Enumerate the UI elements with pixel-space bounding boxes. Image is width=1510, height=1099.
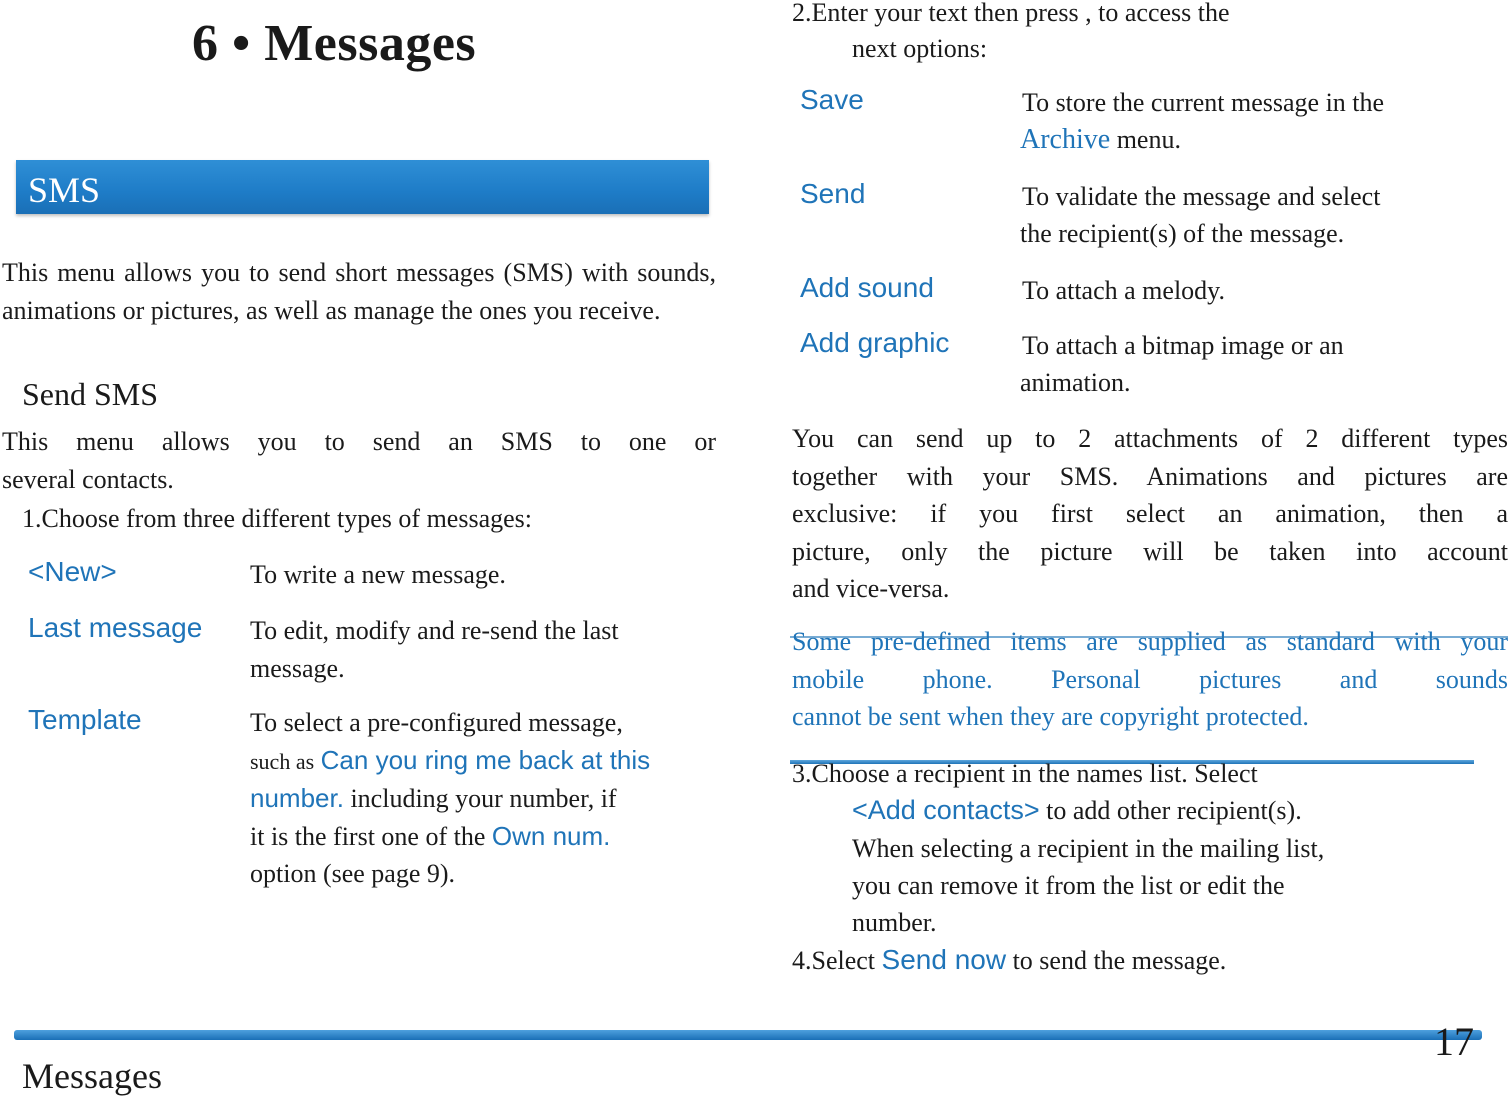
send-sms-desc-line2: several contacts. bbox=[2, 464, 174, 494]
step-1: 1.Choose from three different types of messages: bbox=[22, 504, 532, 533]
footer-rule bbox=[14, 1030, 1482, 1040]
chapter-title: 6 • Messages bbox=[192, 15, 477, 72]
option-save-label: Save bbox=[800, 84, 864, 115]
copyright-note: Some pre-defined items are supplied as standard with your mobile phone. Personal pictures and sounds cannot be sent when they are copyright protected. bbox=[792, 627, 1508, 731]
section-header-bar bbox=[16, 160, 709, 214]
send-sms-heading: Send SMS bbox=[22, 376, 159, 412]
template-desc-line5: option (see page 9). bbox=[250, 859, 456, 888]
step-3-line1: 3.Choose a recipient in the names list. Select bbox=[792, 759, 1258, 788]
template-desc-line4: it is the first one of the Own num. bbox=[250, 820, 611, 851]
footer-chapter-label: Messages bbox=[22, 1056, 162, 1096]
option-save-desc-line1: To store the current message in the bbox=[1022, 88, 1385, 117]
option-last-message-label: Last message bbox=[28, 612, 203, 643]
option-add-graphic-desc-line2: animation. bbox=[1020, 368, 1131, 397]
option-new-label: <New> bbox=[28, 556, 117, 587]
option-last-message-desc bbox=[250, 612, 619, 687]
option-send-desc-line2: the recipient(s) of the message. bbox=[1020, 219, 1345, 248]
option-add-graphic-label: Add graphic bbox=[800, 327, 950, 358]
option-send-label: Send bbox=[800, 178, 866, 209]
option-add-sound-desc: To attach a melody. bbox=[1022, 276, 1225, 305]
send-sms-desc-line1: This menu allows you to send an SMS to one or bbox=[2, 427, 716, 456]
option-add-graphic-desc-line1: To attach a bitmap image or an bbox=[1022, 331, 1344, 360]
option-template-label: Template bbox=[28, 704, 142, 735]
step-3-line3: When selecting a recipient in the mailing list, bbox=[852, 834, 1325, 863]
template-example-text: Can you ring me back at this bbox=[320, 744, 651, 775]
template-desc-line2: such as Can you ring me back at this bbox=[250, 744, 651, 775]
option-last-message-desc-line1: To edit, modify and re-send the last bbox=[250, 616, 619, 645]
step-3-line2: <Add contacts> to add other recipient(s). bbox=[852, 795, 1302, 825]
step-2-line1: 2.Enter your text then press , to access the bbox=[792, 0, 1230, 27]
own-num-reference: Own num. bbox=[491, 820, 611, 851]
send-sms-description bbox=[2, 423, 716, 498]
page-number: 17 bbox=[1434, 1019, 1474, 1064]
attachments-paragraph: You can send up to 2 attachments of 2 different types together with your SMS. Animations and pictures are exclusive: if you first select an animation, then a picture, only the picture will be taken into account and vice-versa. bbox=[792, 424, 1508, 603]
template-desc-line3: number. including your number, if bbox=[250, 783, 617, 813]
option-new-desc: To write a new message. bbox=[250, 560, 506, 589]
step-4: 4.Select Send now to send the message. bbox=[792, 944, 1227, 975]
step-3-line4: you can remove it from the list or edit the bbox=[852, 871, 1285, 900]
option-save-desc-line2: Archive menu. bbox=[1020, 124, 1181, 155]
step-2-line2: next options: bbox=[852, 34, 988, 63]
send-now-reference: Send now bbox=[881, 944, 1007, 975]
archive-reference: Archive bbox=[1020, 124, 1111, 155]
section-title: SMS bbox=[28, 170, 101, 210]
option-last-message-desc-line2: message. bbox=[250, 653, 345, 683]
intro-paragraph: This menu allows you to send short messages (SMS) with sounds, animations or pictures, as well as manage the ones you receive. bbox=[2, 258, 716, 325]
option-add-sound-label: Add sound bbox=[800, 272, 934, 303]
add-contacts-reference: <Add contacts> bbox=[852, 795, 1040, 825]
option-template-desc bbox=[250, 704, 650, 893]
step-3-line5: number. bbox=[852, 908, 937, 937]
option-send-desc-line1: To validate the message and select bbox=[1022, 182, 1381, 211]
template-desc-line1: To select a pre-configured message, bbox=[250, 708, 623, 737]
